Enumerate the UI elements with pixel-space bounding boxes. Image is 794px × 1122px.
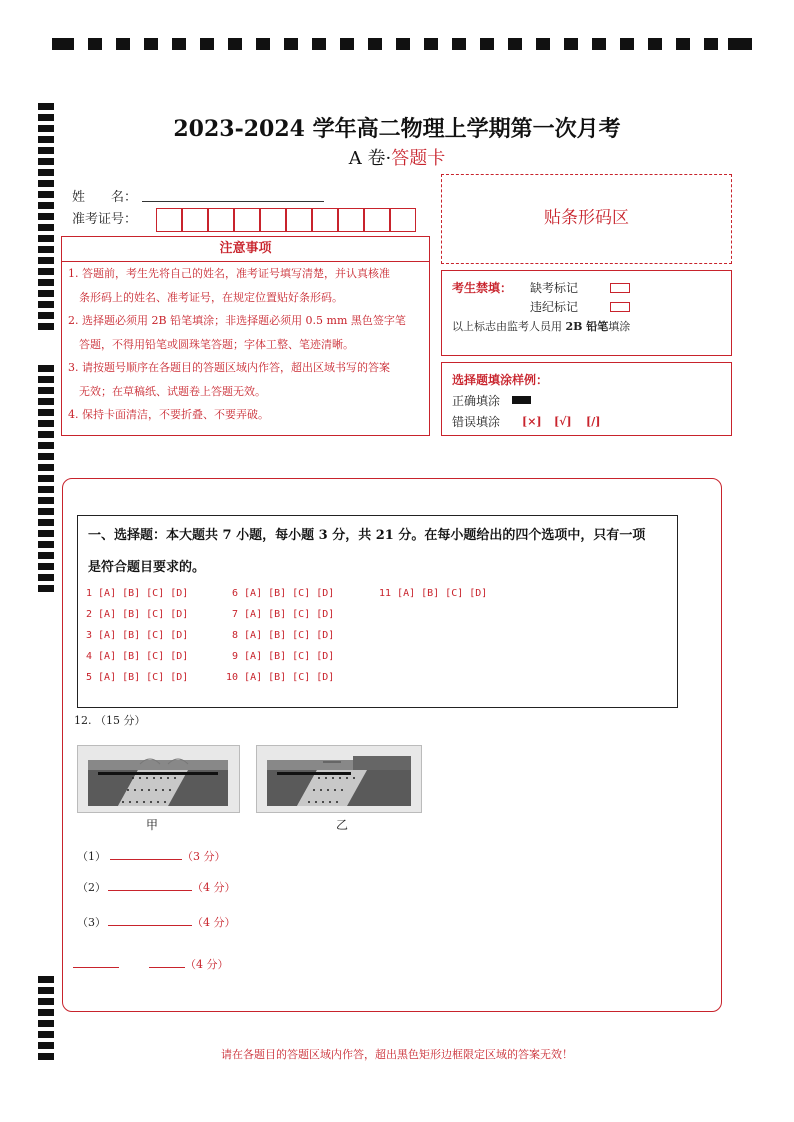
barcode-area: 贴条形码区	[441, 174, 732, 264]
choice-option-bubble[interactable]: [D]	[316, 672, 335, 683]
choice-question	[226, 672, 334, 683]
choice-title-line2: 是符合题目要求的。	[88, 560, 206, 575]
top-timing-marks	[52, 38, 752, 52]
choice-option-bubble[interactable]: [D]	[170, 588, 189, 599]
notice-box	[61, 236, 430, 436]
choice-option-bubble[interactable]: [B]	[122, 609, 141, 620]
choice-option-bubble[interactable]: [B]	[268, 609, 287, 620]
footer-note: 请在各题目的答题区域内作答，超出黑色矩形边框限定区域的答案无效！	[221, 1048, 573, 1061]
fill-sample-box	[441, 362, 732, 436]
choice-question	[232, 609, 334, 620]
choice-option-bubble[interactable]: [C]	[445, 588, 464, 599]
choice-option-bubble[interactable]: [D]	[170, 651, 189, 662]
choice-option-bubble[interactable]: [C]	[146, 651, 165, 662]
notice-line: 条形码上的姓名、准考证号，在规定位置贴好条形码。	[68, 290, 343, 304]
choice-option-bubble[interactable]: [B]	[268, 651, 287, 662]
choice-option-bubble[interactable]: [C]	[146, 609, 165, 620]
wrong-mark: [/]	[586, 415, 601, 428]
notice-line: 答题，不得用铅笔或圆珠笔答题；字体工整、笔迹清晰。	[68, 337, 354, 351]
choice-title-line1: 一、选择题：本大题共 7 小题，每小题 3 分，共 21 分。在每小题给出的四个选项中，只有一项	[88, 528, 646, 543]
notice-line: 3. 请按题号顺序在各题目的答题区域内作答，超出区域书写的答案	[68, 361, 390, 374]
choice-question	[86, 609, 188, 620]
choice-option-bubble[interactable]: [A]	[397, 588, 416, 599]
choice-option-bubble[interactable]: [A]	[244, 630, 263, 641]
choice-question	[232, 630, 334, 641]
choice-option-bubble[interactable]: [A]	[244, 651, 263, 662]
choice-option-bubble[interactable]: [C]	[146, 630, 165, 641]
choice-option-bubble[interactable]: [D]	[170, 630, 189, 641]
q12-part-1: （1） （3 分）	[77, 850, 226, 863]
choice-question	[232, 651, 334, 662]
choice-option-bubble[interactable]: [B]	[421, 588, 440, 599]
filled-mark-icon	[512, 396, 531, 404]
subtitle-card: 答题卡	[391, 148, 446, 169]
choice-option-bubble[interactable]: [C]	[292, 588, 311, 599]
name-label: 姓 名：	[72, 190, 138, 205]
question-number: 1	[86, 588, 93, 599]
choice-question	[86, 630, 188, 641]
wrong-label: 错误填涂	[452, 415, 501, 429]
choice-option-bubble[interactable]: [A]	[98, 672, 117, 683]
forbidden-note: 以上标志由监考人员用 2B 铅笔填涂	[452, 320, 631, 333]
choice-option-bubble[interactable]: [C]	[292, 651, 311, 662]
answer-line[interactable]	[108, 925, 192, 926]
choice-option-bubble[interactable]: [D]	[316, 588, 335, 599]
choice-option-bubble[interactable]: [D]	[170, 609, 189, 620]
correct-label: 正确填涂	[452, 394, 501, 408]
id-label: 准考证号：	[72, 212, 138, 227]
notice-line: 无效；在草稿纸、试题卷上答题无效。	[68, 384, 266, 398]
page-title: 2023-2024 学年高二物理上学期第一次月考	[173, 116, 621, 142]
choice-question	[86, 672, 188, 683]
choice-option-bubble[interactable]: [D]	[316, 651, 335, 662]
q12-part-4: （4 分）	[73, 956, 229, 972]
choice-option-bubble[interactable]: [D]	[316, 630, 335, 641]
choice-option-bubble[interactable]: [C]	[146, 672, 165, 683]
figure-a	[77, 745, 240, 813]
sample-label: 选择题填涂样例：	[452, 373, 549, 387]
violation-mark-box[interactable]	[610, 302, 630, 312]
forbidden-label: 考生禁填：	[452, 281, 513, 295]
question-number: 10	[226, 672, 239, 683]
notice-line: 4. 保持卡面清洁，不要折叠、不要弄破。	[68, 408, 269, 421]
subtitle-volume: A 卷·	[348, 148, 392, 169]
figure-b-drawing	[257, 746, 421, 812]
choice-option-bubble[interactable]: [B]	[268, 588, 287, 599]
choice-option-bubble[interactable]: [B]	[268, 672, 287, 683]
question-number: 2	[86, 609, 93, 620]
answer-line[interactable]	[108, 890, 192, 891]
figure-a-caption: 甲	[146, 818, 159, 832]
choice-option-bubble[interactable]: [A]	[98, 651, 117, 662]
choice-question	[379, 588, 487, 599]
page-subtitle	[0, 144, 794, 170]
question-number: 4	[86, 651, 93, 662]
choice-option-bubble[interactable]: [B]	[122, 588, 141, 599]
notice-line: 1. 答题前，考生先将自己的姓名，准考证号填写清楚，并认真核准	[68, 267, 390, 280]
question-number: 9	[232, 651, 239, 662]
question-number: 6	[232, 588, 239, 599]
choice-option-bubble[interactable]: [B]	[122, 672, 141, 683]
choice-option-bubble[interactable]: [D]	[316, 609, 335, 620]
choice-option-bubble[interactable]: [B]	[122, 651, 141, 662]
choice-option-bubble[interactable]: [A]	[98, 609, 117, 620]
choice-option-bubble[interactable]: [A]	[244, 609, 263, 620]
q12-part-2: （2） （4 分）	[77, 881, 236, 894]
choice-option-bubble[interactable]: [B]	[122, 630, 141, 641]
answer-line[interactable]	[73, 967, 119, 968]
q12-part-3: （3） （4 分）	[77, 916, 236, 929]
question-number: 11	[379, 588, 392, 599]
choice-question	[232, 588, 334, 599]
choice-option-bubble[interactable]: [A]	[98, 588, 117, 599]
question-number: 7	[232, 609, 239, 620]
figure-a-drawing	[78, 746, 239, 812]
question-number: 5	[86, 672, 93, 683]
choice-option-bubble[interactable]: [D]	[469, 588, 488, 599]
figure-b	[256, 745, 422, 813]
name-field[interactable]	[142, 200, 324, 202]
choice-option-bubble[interactable]: [A]	[244, 672, 263, 683]
wrong-mark: [×]	[522, 415, 542, 428]
question-number: 3	[86, 630, 93, 641]
choice-option-bubble[interactable]: [C]	[146, 588, 165, 599]
answer-line[interactable]	[149, 967, 185, 968]
q12-label: 12. （15 分）	[74, 714, 146, 727]
absent-mark-box[interactable]	[610, 283, 630, 293]
absent-label: 缺考标记	[530, 281, 579, 295]
notice-heading: 注意事项	[62, 237, 429, 262]
choice-option-bubble[interactable]: [C]	[292, 630, 311, 641]
notice-line: 2. 选择题必须用 2B 铅笔填涂；非选择题必须用 0.5 mm 黑色签字笔	[68, 314, 406, 327]
figure-b-caption: 乙	[336, 818, 349, 832]
answer-line[interactable]	[110, 859, 182, 860]
examiner-only-box	[441, 270, 732, 356]
choice-option-bubble[interactable]: [D]	[170, 672, 189, 683]
violation-label: 违纪标记	[530, 300, 579, 314]
choice-option-bubble[interactable]: [C]	[292, 609, 311, 620]
choice-option-bubble[interactable]: [A]	[244, 588, 263, 599]
choice-option-bubble[interactable]: [C]	[292, 672, 311, 683]
choice-question	[86, 651, 188, 662]
wrong-mark: [√]	[554, 415, 572, 428]
question-number: 8	[232, 630, 239, 641]
choice-option-bubble[interactable]: [B]	[268, 630, 287, 641]
choice-option-bubble[interactable]: [A]	[98, 630, 117, 641]
choice-question	[86, 588, 188, 599]
